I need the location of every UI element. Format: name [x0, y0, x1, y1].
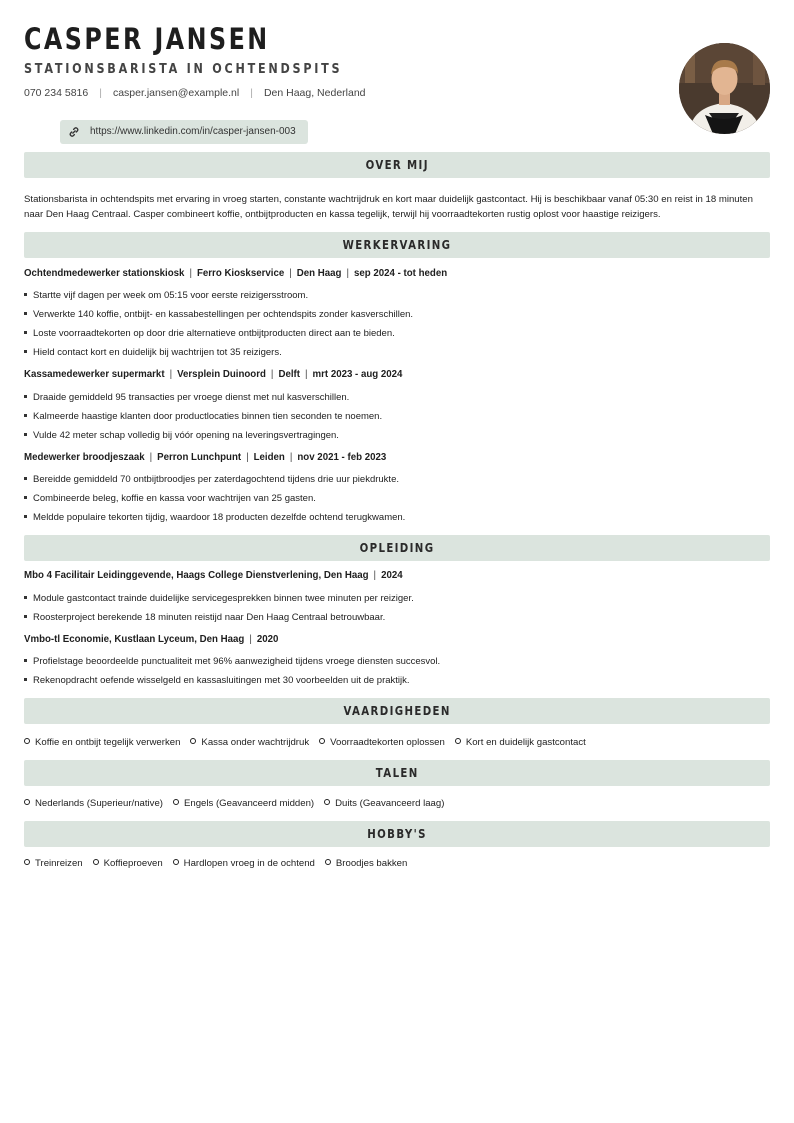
job-title: STATIONSBARISTA IN OCHTENDSPITS — [24, 62, 343, 77]
list-item: Draaide gemiddeld 95 transacties per vroege dienst met nul kasverschillen. — [24, 392, 349, 403]
section-header-skills: VAARDIGHEDEN — [24, 698, 770, 724]
link-icon — [68, 126, 80, 138]
hobby-item: Koffieproeven — [93, 858, 163, 869]
skill-item: Kort en duidelijk gastcontact — [455, 737, 586, 748]
hobbies-list — [24, 858, 417, 869]
language-item: Nederlands (Superieur/native) — [24, 798, 163, 809]
list-item: Loste voorraadtekorten op door drie alternatieve ontbijtproducten direct aan te bieden. — [24, 328, 395, 339]
profile-photo — [679, 43, 770, 134]
section-header-languages: TALEN — [24, 760, 770, 786]
linkedin-link[interactable] — [60, 120, 308, 144]
section-header-education: OPLEIDING — [24, 535, 770, 561]
education-heading: Vmbo-tl Economie, Kustlaan Lyceum, Den Haag | 2020 — [24, 634, 279, 645]
hobby-item: Broodjes bakken — [325, 858, 407, 869]
list-item: Vulde 42 meter schap volledig bij vóór opening na leveringsvertragingen. — [24, 430, 339, 441]
list-item: Kalmeerde haastige klanten door productlocaties binnen tien seconden te noemen. — [24, 411, 382, 422]
separator: | — [99, 87, 102, 99]
language-item: Duits (Geavanceerd laag) — [324, 798, 444, 809]
job-heading: Ochtendmedewerker stationskiosk | Ferro Kioskservice | Den Haag | sep 2024 - tot heden — [24, 268, 448, 279]
email-address[interactable]: casper.jansen@example.nl — [112, 87, 240, 99]
list-item: Meldde populaire tekorten tijdig, waardoor 18 producten dezelfde ochtend terugkwamen. — [24, 512, 405, 523]
languages-list — [24, 798, 454, 809]
language-item: Engels (Geavanceerd midden) — [173, 798, 314, 809]
phone-number: 070 234 5816 — [24, 87, 89, 99]
list-item: Profielstage beoordeelde punctualiteit met 96% aanwezigheid tijdens vroege diensten succesvol. — [24, 656, 440, 667]
skill-item: Kassa onder wachtrijdruk — [190, 737, 309, 748]
summary-text: Stationsbarista in ochtendspits met ervaring in vroeg starten, constante wachtrijdruk en kort maar duidelijk gastcontact. Hij is beschikbaar vanaf 05:30 en reist in 18 minuten naar Den Haag Centraal. Casper combineert koffie, ontbijtproducten en kassa tegelijk, terwijl hij voorraadtekorten rustig oplost voor haastige reizigers. — [24, 194, 753, 220]
skill-item: Koffie en ontbijt tegelijk verwerken — [24, 737, 180, 748]
section-header-experience: WERKERVARING — [24, 232, 770, 258]
job-heading: Medewerker broodjeszaak | Perron Lunchpunt | Leiden | nov 2021 - feb 2023 — [24, 452, 387, 463]
skill-item: Voorraadtekorten oplossen — [319, 737, 445, 748]
job-heading: Kassamedewerker supermarkt | Versplein Duinoord | Delft | mrt 2023 - aug 2024 — [24, 369, 403, 380]
location: Den Haag, Nederland — [263, 87, 366, 99]
education-heading: Mbo 4 Facilitair Leidinggevende, Haags College Dienstverlening, Den Haag | 2024 — [24, 570, 403, 581]
section-header-about: OVER MIJ — [24, 152, 770, 178]
candidate-name: CASPER JANSEN — [24, 22, 270, 56]
list-item: Hield contact kort en duidelijk bij wachtrijen tot 35 reizigers. — [24, 347, 282, 358]
list-item: Roosterproject berekende 18 minuten reistijd naar Den Haag Centraal betrouwbaar. — [24, 612, 385, 623]
list-item: Startte vijf dagen per week om 05:15 voor eerste reizigersstroom. — [24, 290, 308, 301]
contact-line — [24, 87, 366, 99]
hobby-item: Hardlopen vroeg in de ochtend — [173, 858, 315, 869]
section-header-hobbies: HOBBY'S — [24, 821, 770, 847]
skills-list — [24, 737, 596, 748]
list-item: Rekenopdracht oefende wisselgeld en kassasluitingen met 30 voorbeelden uit de praktijk. — [24, 675, 410, 686]
list-item: Verwerkte 140 koffie, ontbijt- en kassabestellingen per ochtendspits zonder kasverschillen. — [24, 309, 413, 320]
separator: | — [250, 87, 253, 99]
hobby-item: Treinreizen — [24, 858, 83, 869]
list-item: Bereidde gemiddeld 70 ontbijtbroodjes per zaterdagochtend tijdens drie uur piekdrukte. — [24, 474, 399, 485]
list-item: Module gastcontact trainde duidelijke servicegesprekken binnen twee minuten per reiziger. — [24, 593, 414, 604]
linkedin-url[interactable]: https://www.linkedin.com/in/casper-jansen-003 — [90, 126, 296, 137]
list-item: Combineerde beleg, koffie en kassa voor wachtrijen van 25 gasten. — [24, 493, 316, 504]
